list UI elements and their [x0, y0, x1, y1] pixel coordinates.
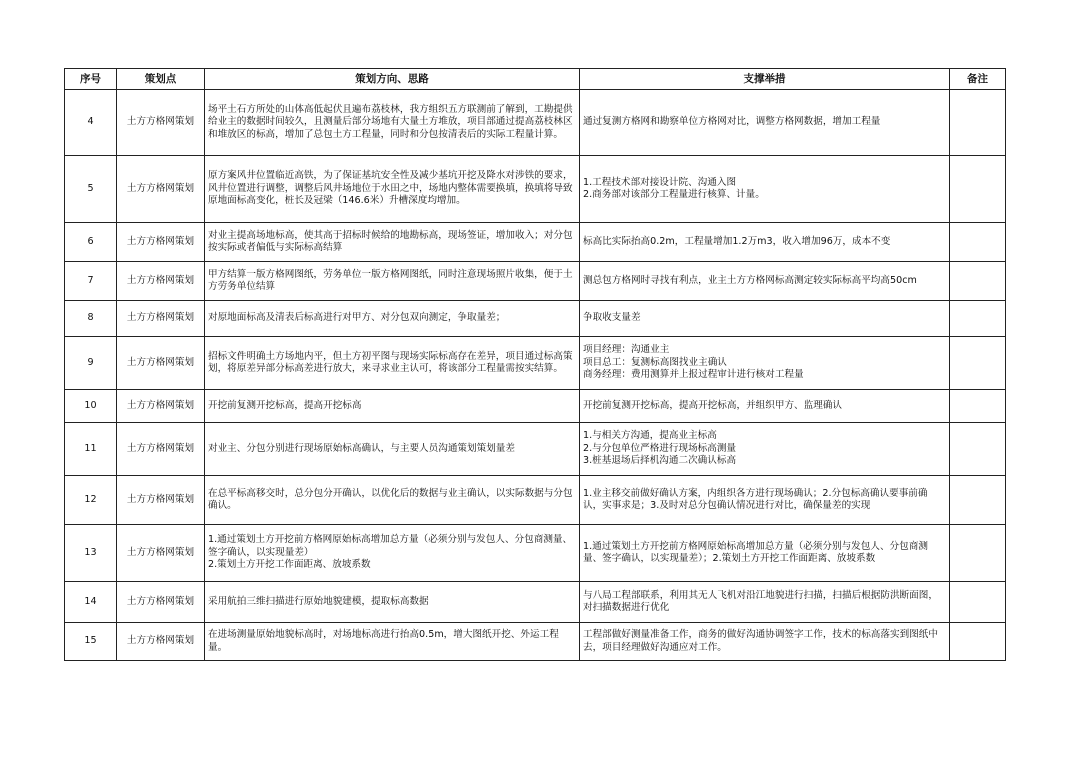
direction-cell: 对原地面标高及清表后标高进行对甲方、对分包双向测定，争取量差； [205, 301, 580, 337]
table-row [65, 223, 1006, 262]
planning-table-sheet [64, 68, 1006, 661]
remark-cell [950, 337, 1006, 390]
remark-cell [950, 476, 1006, 525]
header-seq: 序号 [65, 69, 117, 90]
seq-cell: 14 [65, 582, 117, 623]
table-row [65, 90, 1006, 156]
table-row [65, 582, 1006, 623]
table-row [65, 337, 1006, 390]
measure-cell: 标高比实际抬高0.2m，工程量增加1.2万m3，收入增加96万，成本不变 [580, 223, 950, 262]
table-row [65, 476, 1006, 525]
point-cell: 土方方格网策划 [117, 623, 205, 661]
table-row [65, 423, 1006, 476]
point-cell: 土方方格网策划 [117, 582, 205, 623]
remark-cell [950, 262, 1006, 301]
direction-cell: 原方案风井位置临近高铁，为了保证基坑安全性及减少基坑开挖及降水对涉铁的要求，风井位置进行调整，调整后风井场地位于水田之中，场地内整体需要换填，换填将导致原地面标高变化，桩长及冠梁（146.6米）升槽深度均增加。 [205, 156, 580, 223]
measure-cell: 1.工程技术部对接设计院、沟通入图 2.商务部对该部分工程量进行核算、计量。 [580, 156, 950, 223]
seq-cell: 4 [65, 90, 117, 156]
table-header-row [65, 69, 1006, 90]
point-cell: 土方方格网策划 [117, 156, 205, 223]
seq-cell: 11 [65, 423, 117, 476]
direction-cell: 在总平标高移交时，总分包分开确认，以优化后的数据与业主确认，以实际数据与分包确认。 [205, 476, 580, 525]
header-point: 策划点 [117, 69, 205, 90]
point-cell: 土方方格网策划 [117, 337, 205, 390]
header-measure: 支撑举措 [580, 69, 950, 90]
point-cell: 土方方格网策划 [117, 223, 205, 262]
direction-cell: 对业主提高场地标高，使其高于招标时候给的地勘标高，现场签证，增加收入；对分包按实际或者偏低与实际标高结算 [205, 223, 580, 262]
measure-cell: 1.业主移交前做好确认方案，内组织各方进行现场确认；2.分包标高确认要事前确认，实事求是；3.及时对总分包确认情况进行对比，确保量差的实现 [580, 476, 950, 525]
direction-cell: 甲方结算一版方格网图纸，劳务单位一版方格网图纸，同时注意现场照片收集，便于土方劳务单位结算 [205, 262, 580, 301]
direction-cell: 对业主、分包分别进行现场原始标高确认，与主要人员沟通策划策划量差 [205, 423, 580, 476]
remark-cell [950, 223, 1006, 262]
seq-cell: 12 [65, 476, 117, 525]
direction-cell: 1.通过策划土方开挖前方格网原始标高增加总方量（必须分别与发包人、分包商测量、签字确认，以实现量差） 2.策划土方开挖工作面距离、放坡系数 [205, 525, 580, 582]
header-direction: 策划方向、思路 [205, 69, 580, 90]
direction-cell: 在进场测量原始地貌标高时，对场地标高进行抬高0.5m，增大图纸开挖、外运工程量。 [205, 623, 580, 661]
table-row [65, 390, 1006, 423]
table-row [65, 623, 1006, 661]
seq-cell: 15 [65, 623, 117, 661]
point-cell: 土方方格网策划 [117, 476, 205, 525]
seq-cell: 10 [65, 390, 117, 423]
measure-cell: 开挖前复测开挖标高，提高开挖标高，并组织甲方、监理确认 [580, 390, 950, 423]
seq-cell: 6 [65, 223, 117, 262]
seq-cell: 7 [65, 262, 117, 301]
point-cell: 土方方格网策划 [117, 423, 205, 476]
remark-cell [950, 525, 1006, 582]
remark-cell [950, 582, 1006, 623]
table-row [65, 301, 1006, 337]
measure-cell: 争取收支量差 [580, 301, 950, 337]
measure-cell: 通过复测方格网和勘察单位方格网对比，调整方格网数据，增加工程量 [580, 90, 950, 156]
measure-cell: 项目经理：沟通业主 项目总工：复测标高图找业主确认 商务经理：费用测算并上报过程审计进行核对工程量 [580, 337, 950, 390]
point-cell: 土方方格网策划 [117, 90, 205, 156]
direction-cell: 场平土石方所处的山体高低起伏且遍布荔枝林，我方组织五方联测前了解到，工勘提供给业主的数据时间较久，且测量后部分场地有大量土方堆放，项目部通过提高荔枝林区和堆放区的标高，增加了总包土方工程量，同时和分包按清表后的实际工程量计算。 [205, 90, 580, 156]
direction-cell: 招标文件明确土方场地内平，但土方初平图与现场实际标高存在差异，项目通过标高策划，将原差异部分标高差进行放大，来寻求业主认可，将该部分工程量需按实结算。 [205, 337, 580, 390]
measure-cell: 测总包方格网时寻找有利点，业主土方方格网标高测定较实际标高平均高50cm [580, 262, 950, 301]
point-cell: 土方方格网策划 [117, 390, 205, 423]
table-row [65, 156, 1006, 223]
planning-table [64, 68, 1006, 661]
seq-cell: 5 [65, 156, 117, 223]
seq-cell: 13 [65, 525, 117, 582]
point-cell: 土方方格网策划 [117, 262, 205, 301]
point-cell: 土方方格网策划 [117, 301, 205, 337]
remark-cell [950, 423, 1006, 476]
seq-cell: 8 [65, 301, 117, 337]
remark-cell [950, 623, 1006, 661]
header-remark: 备注 [950, 69, 1006, 90]
measure-cell: 工程部做好测量准备工作，商务的做好沟通协调签字工作，技术的标高落实到图纸中去，项目经理做好沟通应对工作。 [580, 623, 950, 661]
measure-cell: 1.与相关方沟通，提高业主标高 2.与分包单位严格进行现场标高测量 3.桩基退场后择机沟通二次确认标高 [580, 423, 950, 476]
direction-cell: 开挖前复测开挖标高，提高开挖标高 [205, 390, 580, 423]
remark-cell [950, 156, 1006, 223]
measure-cell: 与八局工程部联系，利用其无人飞机对沿江地貌进行扫描，扫描后根据防洪断面图，对扫描数据进行优化 [580, 582, 950, 623]
remark-cell [950, 90, 1006, 156]
direction-cell: 采用航拍三维扫描进行原始地貌建模，提取标高数据 [205, 582, 580, 623]
table-row [65, 262, 1006, 301]
point-cell: 土方方格网策划 [117, 525, 205, 582]
remark-cell [950, 390, 1006, 423]
remark-cell [950, 301, 1006, 337]
table-row [65, 525, 1006, 582]
seq-cell: 9 [65, 337, 117, 390]
measure-cell: 1.通过策划土方开挖前方格网原始标高增加总方量（必须分别与发包人、分包商测量、签字确认，以实现量差）；2.策划土方开挖工作面距离、放坡系数 [580, 525, 950, 582]
